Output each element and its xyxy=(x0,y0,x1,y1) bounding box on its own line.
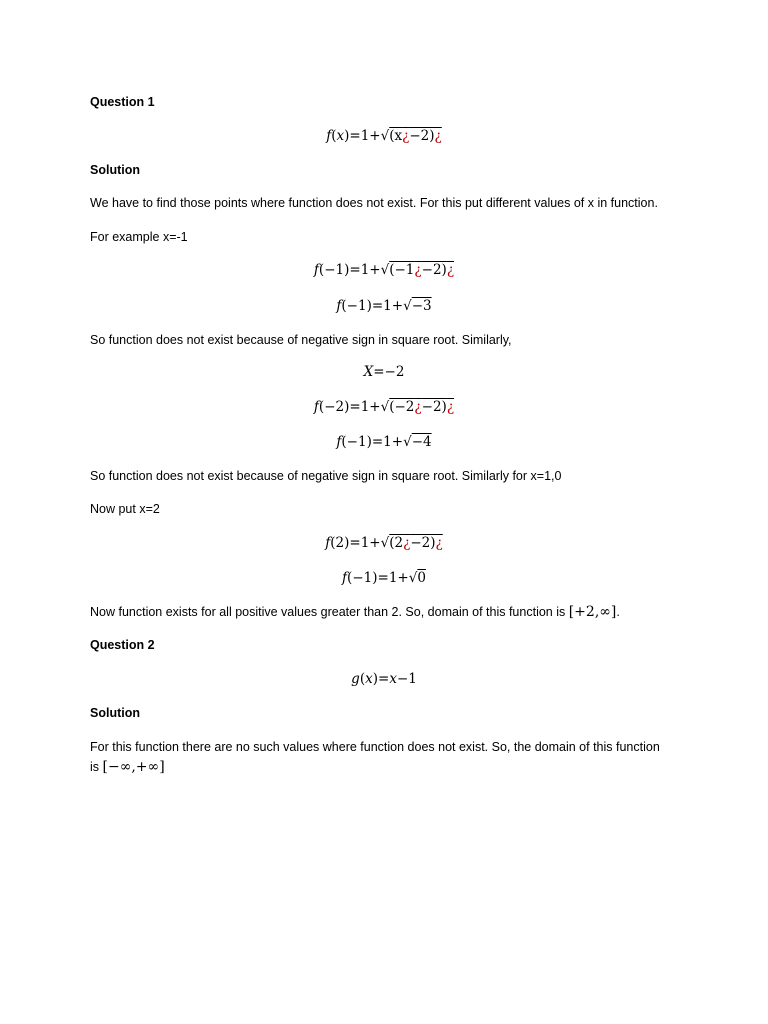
question-1-heading: Question 1 xyxy=(90,95,155,109)
equation-f-minus-1-result-2: f(−1)=1+√−4 xyxy=(336,434,432,450)
equation-x-equals-minus-2: X=−2 xyxy=(363,364,405,380)
paragraph-negative-root-1: So function does not exist because of negative sign in square root. Similarly, xyxy=(90,333,512,347)
equation-f-2-expanded: f(2)=1+√(2¿−2)¿ xyxy=(325,535,443,551)
paragraph-intro: We have to find those points where function does not exist. For this put different values of x in function. xyxy=(90,196,658,210)
equation-f-minus-1-expanded: f(−1)=1+√(−1¿−2)¿ xyxy=(313,262,455,278)
equation-f-minus-2-expanded: f(−2)=1+√(−2¿−2)¿ xyxy=(313,399,455,415)
paragraph-put-x-2: Now put x=2 xyxy=(90,502,160,516)
paragraph-domain-conclusion-2: For this function there are no such values where function does not exist. So, the domain of this function is [−∞,+∞] xyxy=(90,740,660,775)
solution-2-label: Solution xyxy=(90,706,140,720)
domain-interval-2: [−∞,+∞] xyxy=(102,759,165,775)
domain-interval-1: [+2,∞] xyxy=(568,604,617,620)
equation-f-minus-1-result: f(−1)=1+√−3 xyxy=(336,298,432,314)
solution-1-label: Solution xyxy=(90,163,140,177)
paragraph-example: For example x=-1 xyxy=(90,230,188,244)
equation-f-of-x: f(x)=1+√(x¿−2)¿ xyxy=(326,128,442,144)
paragraph-negative-root-2: So function does not exist because of negative sign in square root. Similarly for x=1,0 xyxy=(90,469,562,483)
equation-f-minus-1-result-3: f(−1)=1+√0 xyxy=(342,570,426,586)
paragraph-domain-conclusion-1: Now function exists for all positive values greater than 2. So, domain of this function is [+2,∞]. xyxy=(90,604,620,620)
question-2-heading: Question 2 xyxy=(90,638,155,652)
equation-g-of-x: g(x)=x−1 xyxy=(351,671,417,687)
